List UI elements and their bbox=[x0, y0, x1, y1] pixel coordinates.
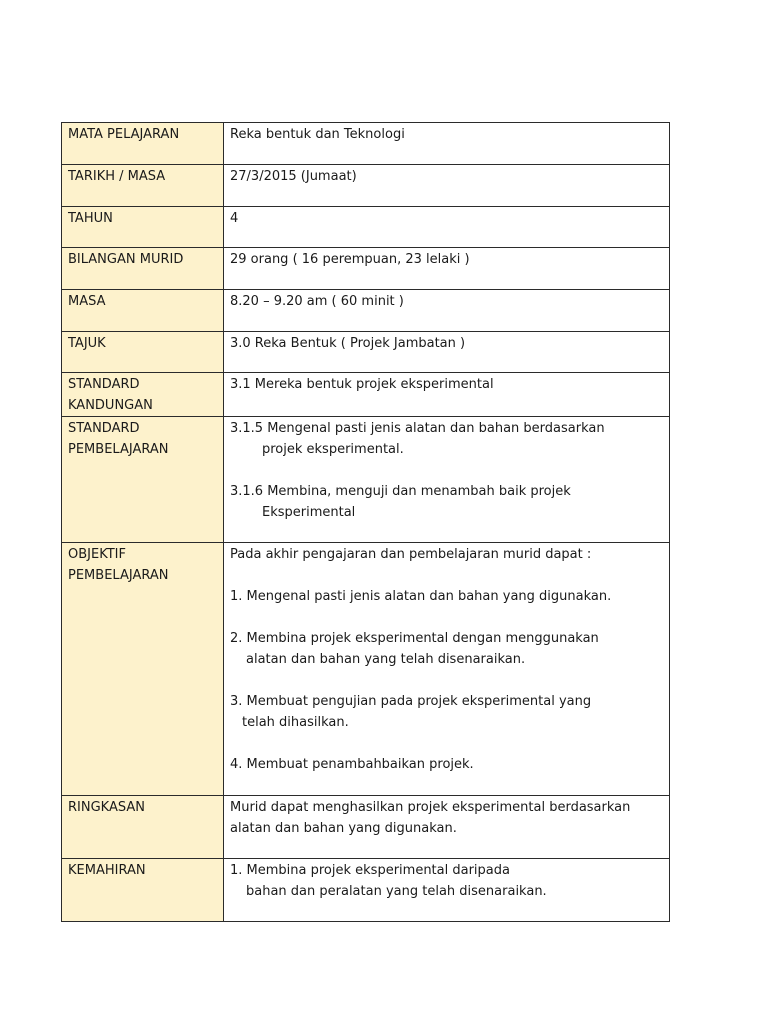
label-line: OBJEKTIF bbox=[68, 547, 126, 562]
table-row bbox=[62, 332, 670, 373]
list-item: 3.1.5 Mengenal pasti jenis alatan dan bahan berdasarkan bbox=[230, 421, 605, 436]
value-tahun: 4 bbox=[224, 207, 670, 248]
table-row bbox=[62, 165, 670, 207]
table-row bbox=[62, 290, 670, 332]
lesson-plan-table bbox=[61, 122, 670, 922]
label-tarikh-masa: TARIKH / MASA bbox=[62, 165, 224, 207]
label-bilangan-murid: BILANGAN MURID bbox=[62, 248, 224, 290]
label-mata-pelajaran: MATA PELAJARAN bbox=[62, 123, 224, 165]
value-standard-kandungan: 3.1 Mereka bentuk projek eksperimental bbox=[224, 373, 670, 417]
label-tajuk: TAJUK bbox=[62, 332, 224, 373]
table-row bbox=[62, 417, 670, 543]
table-row bbox=[62, 248, 670, 290]
label-line: STANDARD bbox=[68, 421, 140, 436]
value-kemahiran bbox=[224, 859, 670, 922]
list-item: 2. Membina projek eksperimental dengan menggunakan bbox=[230, 631, 599, 646]
table-row bbox=[62, 207, 670, 248]
table-row bbox=[62, 859, 670, 922]
list-item: 1. Membina projek eksperimental daripada bbox=[230, 863, 510, 878]
label-masa: MASA bbox=[62, 290, 224, 332]
label-tahun: TAHUN bbox=[62, 207, 224, 248]
table-row bbox=[62, 373, 670, 417]
list-item: 3. Membuat pengujian pada projek eksperimental yang bbox=[230, 694, 592, 709]
label-kemahiran: KEMAHIRAN bbox=[62, 859, 224, 922]
value-bilangan-murid: 29 orang ( 16 perempuan, 23 lelaki ) bbox=[224, 248, 670, 290]
table-row bbox=[62, 796, 670, 859]
value-tajuk: 3.0 Reka Bentuk ( Projek Jambatan ) bbox=[224, 332, 670, 373]
list-item-continuation: alatan dan bahan yang telah disenaraikan. bbox=[246, 652, 526, 667]
list-item-continuation: telah dihasilkan. bbox=[242, 715, 349, 730]
table-row bbox=[62, 123, 670, 165]
label-line: KANDUNGAN bbox=[68, 398, 153, 413]
list-item-continuation: projek eksperimental. bbox=[262, 442, 404, 457]
list-item: 1. Mengenal pasti jenis alatan dan bahan yang digunakan. bbox=[230, 589, 612, 604]
value-objektif-pembelajaran bbox=[224, 543, 670, 796]
value-masa: 8.20 – 9.20 am ( 60 minit ) bbox=[224, 290, 670, 332]
label-line: PEMBELAJARAN bbox=[68, 442, 169, 457]
list-item-continuation: Eksperimental bbox=[262, 505, 356, 520]
value-tarikh-masa: 27/3/2015 (Jumaat) bbox=[224, 165, 670, 207]
label-standard-kandungan bbox=[62, 373, 224, 417]
objektif-intro: Pada akhir pengajaran dan pembelajaran murid dapat : bbox=[230, 547, 592, 562]
text-line: Murid dapat menghasilkan projek eksperimental berdasarkan bbox=[230, 800, 631, 815]
list-item-continuation: bahan dan peralatan yang telah disenaraikan. bbox=[246, 884, 547, 899]
label-line: PEMBELAJARAN bbox=[68, 568, 169, 583]
value-mata-pelajaran: Reka bentuk dan Teknologi bbox=[224, 123, 670, 165]
table-row bbox=[62, 543, 670, 796]
value-standard-pembelajaran bbox=[224, 417, 670, 543]
label-ringkasan: RINGKASAN bbox=[62, 796, 224, 859]
label-standard-pembelajaran bbox=[62, 417, 224, 543]
label-line: STANDARD bbox=[68, 377, 140, 392]
label-objektif-pembelajaran bbox=[62, 543, 224, 796]
value-ringkasan bbox=[224, 796, 670, 859]
text-line: alatan dan bahan yang digunakan. bbox=[230, 821, 457, 836]
list-item: 3.1.6 Membina, menguji dan menambah baik projek bbox=[230, 484, 571, 499]
list-item: 4. Membuat penambahbaikan projek. bbox=[230, 757, 474, 772]
